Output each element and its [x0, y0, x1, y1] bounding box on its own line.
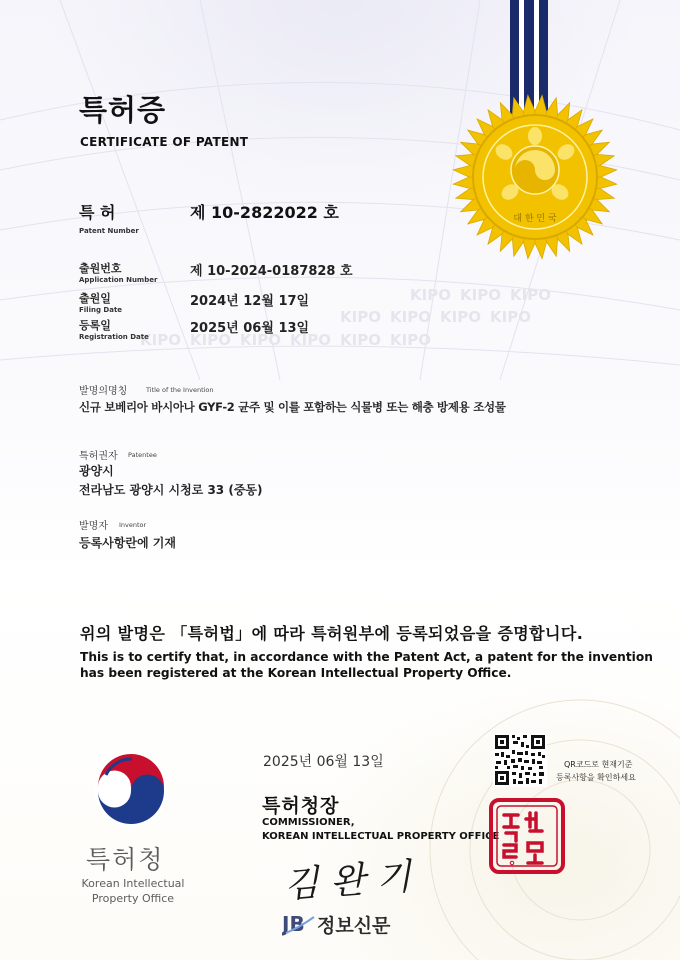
invention-label-en: Title of the Invention [146, 386, 214, 394]
invention-title-value: 신규 보베리아 바시아나 GYF-2 균주 및 이를 포함하는 식물병 또는 해충 방제용 조성물 [79, 400, 506, 414]
patentee-label-en: Patentee [128, 451, 157, 459]
watermark-kipo: KIPO [410, 286, 451, 304]
commissioner-title-en-line1: COMMISSIONER, [262, 817, 355, 828]
watermark-brand-name: 정보신문 [317, 915, 391, 937]
filing-date-label: 출원일 [79, 292, 111, 305]
svg-text:KIPO: KIPO [390, 331, 431, 349]
svg-text:KIPO: KIPO [490, 308, 531, 326]
qr-code-icon[interactable] [493, 733, 547, 787]
registration-date-value: 2025년 06월 13일 [190, 321, 310, 336]
filing-date-label-en: Filing Date [79, 306, 123, 314]
svg-text:KIPO: KIPO [240, 331, 281, 349]
patent-number-label-en: Patent Number [79, 227, 139, 235]
office-name-en-line1: Korean Intellectual [81, 877, 185, 890]
certification-statement-en-line1: This is to certify that, in accordance with the Patent Act, a patent for the invention [80, 650, 653, 664]
commissioner-title-ko: 특허청장 [262, 795, 340, 817]
signature-image [280, 850, 440, 906]
jb-logo-text: JB [282, 912, 305, 936]
application-number-label: 출원번호 [79, 262, 122, 275]
svg-text:KIPO: KIPO [290, 331, 331, 349]
svg-text:KIPO: KIPO [140, 331, 181, 349]
svg-text:KIPO: KIPO [390, 308, 431, 326]
issue-date: 2025년 06월 13일 [263, 754, 384, 770]
taegeuk-logo-icon [92, 751, 170, 829]
jb-logo-icon [282, 909, 316, 937]
patent-number-value: 제 10-2822022 호 [190, 203, 339, 222]
signature-text: 김 완 기 [282, 856, 413, 906]
medal-text: 대 한 민 국 [513, 214, 557, 224]
svg-text:KIPO: KIPO [460, 286, 501, 304]
commissioner-title-en-line2: KOREAN INTELLECTUAL PROPERTY OFFICE [262, 831, 500, 842]
svg-text:KIPO: KIPO [510, 286, 551, 304]
official-stamp-icon [488, 797, 566, 875]
inventor-label-en: Inventor [119, 521, 147, 529]
svg-text:KIPO: KIPO [190, 331, 231, 349]
inventor-label: 발명자 [79, 521, 108, 532]
svg-text:KIPO: KIPO [340, 331, 381, 349]
gold-seal-medal-icon [452, 94, 618, 260]
svg-text:KIPO: KIPO [440, 308, 481, 326]
patentee-address: 전라남도 광양시 시청로 33 (중동) [79, 483, 263, 497]
registration-date-label-en: Registration Date [79, 333, 149, 341]
certificate-title: 특허증 [79, 93, 167, 127]
qr-instruction-line2: 등록사항을 확인하세요 [556, 773, 636, 782]
certification-statement-ko: 위의 발명은 「특허법」에 따라 특허원부에 등록되었음을 증명합니다. [80, 624, 584, 643]
filing-date-value: 2024년 12월 17일 [190, 294, 310, 309]
patent-number-label: 특 허 [79, 203, 116, 222]
svg-text:KIPO: KIPO [340, 308, 381, 326]
office-name-en-line2: Property Office [91, 892, 175, 905]
application-number-label-en: Application Number [79, 276, 158, 284]
certification-statement-en-line2: has been registered at the Korean Intellectual Property Office. [80, 666, 512, 680]
office-name-ko: 특허청 [86, 845, 165, 874]
invention-label: 발명의명칭 [79, 386, 128, 397]
application-number-value: 제 10-2024-0187828 호 [190, 264, 353, 279]
patentee-label: 특허권자 [79, 451, 118, 462]
patentee-name: 광양시 [79, 464, 114, 478]
inventor-value: 등록사항란에 기재 [79, 536, 176, 550]
qr-instruction-line1: QR코드로 현재기준 [564, 760, 633, 769]
registration-date-label: 등록일 [79, 319, 111, 332]
certificate-subtitle: CERTIFICATE OF PATENT [80, 135, 249, 149]
